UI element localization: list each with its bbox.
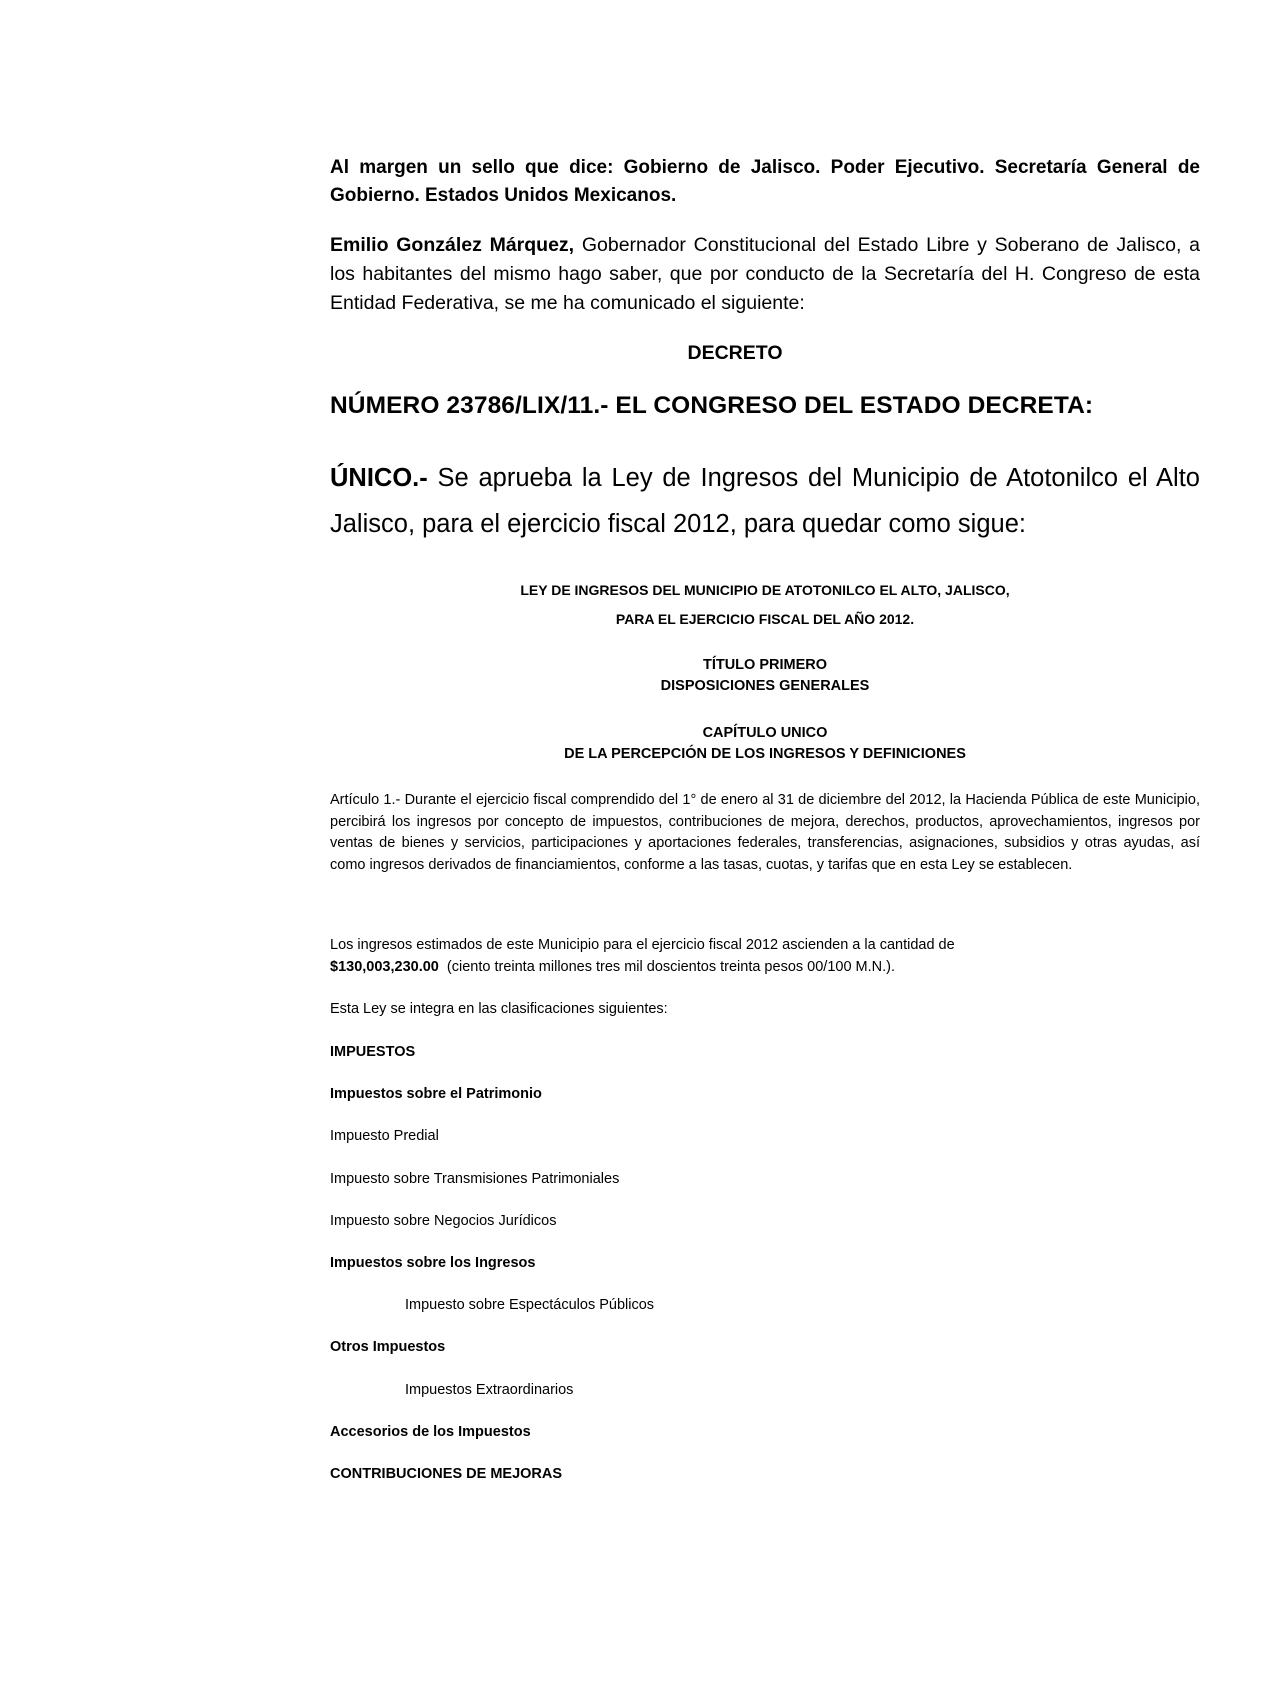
classification-item: Impuestos sobre el Patrimonio <box>330 1086 542 1102</box>
title-heading-line-2: DISPOSICIONES GENERALES <box>660 678 870 694</box>
unico-paragraph <box>330 455 1200 547</box>
decreto-heading: DECRETO <box>687 342 783 364</box>
unico-text: Se aprueba la Ley de Ingresos del Municipio de Atotonilco el Alto Jalisco, para el ejercicio fiscal 2012, para quedar como sigue: <box>330 464 1200 538</box>
classification-item: Impuesto sobre Espectáculos Públicos <box>405 1297 655 1313</box>
classification-item: Impuesto Predial <box>330 1128 439 1144</box>
classification-item: Impuesto sobre Transmisiones Patrimoniales <box>330 1171 620 1187</box>
unico-label: ÚNICO.- <box>330 464 428 492</box>
classification-item: Impuesto sobre Negocios Jurídicos <box>330 1213 557 1229</box>
classification-item: Otros Impuestos <box>330 1339 446 1355</box>
classification-item: IMPUESTOS <box>330 1044 416 1060</box>
law-title-line-2: PARA EL EJERCICIO FISCAL DEL AÑO 2012. <box>615 611 915 627</box>
intro-paragraph <box>330 231 1200 318</box>
estimated-income-amount: $130,003,230.00 <box>330 959 439 975</box>
classification-item: CONTRIBUCIONES DE MEJORAS <box>330 1466 563 1482</box>
governor-name: Emilio González Márquez, <box>330 234 575 256</box>
law-title <box>330 576 1200 634</box>
title-heading-line-1: TÍTULO PRIMERO <box>702 657 828 673</box>
estimated-income-amount-line <box>330 956 1200 978</box>
estimated-income-amount-text: (ciento treinta millones tres mil doscientos treinta pesos 00/100 M.N.). <box>438 959 896 975</box>
classification-item: Impuestos Extraordinarios <box>405 1382 574 1398</box>
law-title-line-1: LEY DE INGRESOS DEL MUNICIPIO DE ATOTONILCO EL ALTO, JALISCO, <box>520 582 1010 598</box>
estimated-income-paragraph <box>330 934 1200 978</box>
intro-text: Gobernador Constitucional del Estado Libre y Soberano de Jalisco, a los habitantes del mismo hago saber, que por conducto de la Secretaría del H. Congreso de esta Entidad Federativa, se me ha comunicado el siguiente: <box>330 234 1200 314</box>
title-heading <box>330 655 1200 697</box>
chapter-heading-line-1: CAPÍTULO UNICO <box>702 725 828 741</box>
chapter-heading-line-2: DE LA PERCEPCIÓN DE LOS INGRESOS Y DEFINICIONES <box>564 746 966 762</box>
classification-intro: Esta Ley se integra en las clasificaciones siguientes: <box>330 1001 668 1017</box>
numero-heading: NÚMERO 23786/LIX/11.- EL CONGRESO DEL ESTADO DECRETA: <box>330 392 1094 419</box>
chapter-heading <box>330 723 1200 765</box>
classification-item: Accesorios de los Impuestos <box>330 1424 531 1440</box>
classification-item: Impuestos sobre los Ingresos <box>330 1255 536 1271</box>
seal-note: Al margen un sello que dice: Gobierno de Jalisco. Poder Ejecutivo. Secretaría General de Gobierno. Estados Unidos Mexicanos. <box>330 157 1200 206</box>
estimated-income-text: Los ingresos estimados de este Municipio para el ejercicio fiscal 2012 ascienden a la cantidad de <box>330 937 955 953</box>
article-1-paragraph: Artículo 1.- Durante el ejercicio fiscal comprendido del 1° de enero al 31 de diciembre del 2012, la Hacienda Pública de este Municipio, percibirá los ingresos por concepto de impuestos, contribuciones de mejora, derechos, productos, aprovechamientos, ingresos por ventas de bienes y servicios, participaciones y aportaciones federales, transferencias, asignaciones, subsidios y otras ayudas, así como ingresos derivados de financiamientos, conforme a las tasas, cuotas, y tarifas que en esta Ley se establecen. <box>330 792 1200 873</box>
